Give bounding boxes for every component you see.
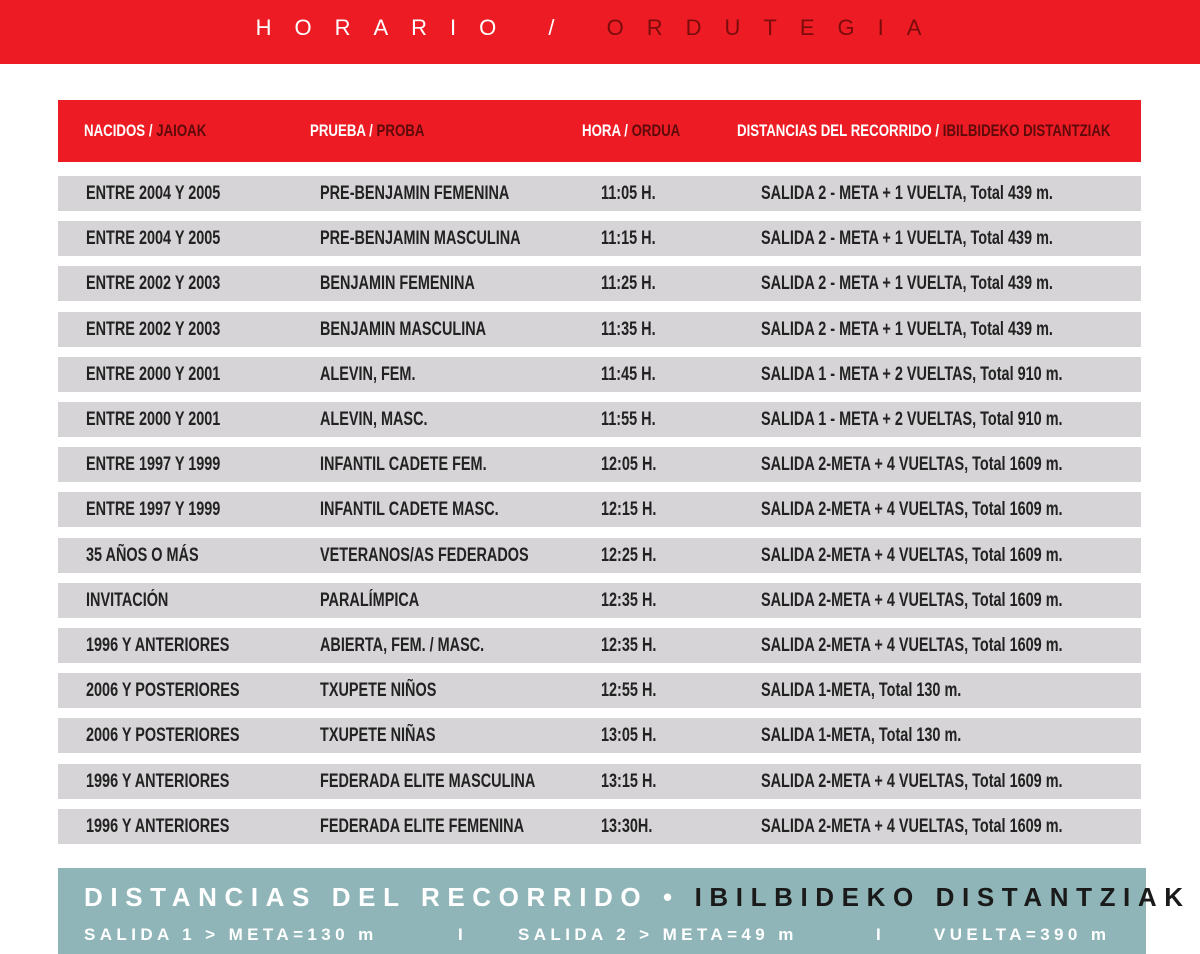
row-event: ALEVIN, MASC. — [320, 409, 428, 430]
row-born: ENTRE 2002 Y 2003 — [86, 319, 221, 340]
table-row — [58, 447, 1141, 482]
row-event: TXUPETE NIÑOS — [320, 680, 437, 701]
row-born: 1996 Y ANTERIORES — [86, 635, 230, 656]
row-event: FEDERADA ELITE MASCULINA — [320, 771, 536, 792]
row-born: ENTRE 2004 Y 2005 — [86, 183, 221, 204]
row-event: VETERANOS/AS FEDERADOS — [320, 545, 529, 566]
table-row — [58, 809, 1141, 844]
banner-title-es: HORARIO — [255, 15, 520, 40]
header-distance-eu: IBILBIDEKO DISTANTZIAK — [942, 121, 1111, 140]
row-event: PARALÍMPICA — [320, 590, 420, 611]
row-distance: SALIDA 1-META, Total 130 m. — [761, 725, 962, 746]
table-row — [58, 312, 1141, 347]
footer-lap: VUELTA=390 m — [934, 925, 1111, 944]
row-born: 2006 Y POSTERIORES — [86, 680, 240, 701]
row-distance: SALIDA 2-META + 4 VUELTAS, Total 1609 m. — [761, 545, 1063, 566]
header-time-eu: ORDUA — [631, 121, 681, 140]
table-row — [58, 583, 1141, 618]
row-born: INVITACIÓN — [86, 590, 169, 611]
header-born-eu: JAIOAK — [156, 121, 207, 140]
row-event: BENJAMIN MASCULINA — [320, 319, 487, 340]
header-sep: / — [365, 121, 377, 140]
header-sep: / — [145, 121, 157, 140]
header-event-es: PRUEBA — [310, 121, 366, 140]
table-row — [58, 266, 1141, 301]
row-time: 12:35 H. — [601, 590, 657, 611]
table-row — [58, 357, 1141, 392]
footer-title-es: DISTANCIAS DEL RECORRIDO • — [84, 882, 680, 912]
row-time: 12:55 H. — [601, 680, 657, 701]
banner-separator: / — [548, 15, 578, 40]
row-time: 13:05 H. — [601, 725, 657, 746]
row-distance: SALIDA 1-META, Total 130 m. — [761, 680, 962, 701]
row-time: 13:30H. — [601, 816, 653, 837]
row-distance: SALIDA 1 - META + 2 VUELTAS, Total 910 m. — [761, 364, 1063, 385]
header-event-eu: PROBA — [376, 121, 425, 140]
row-event: PRE-BENJAMIN MASCULINA — [320, 228, 521, 249]
table-row — [58, 673, 1141, 708]
footer-divider: I — [458, 925, 468, 944]
row-time: 13:15 H. — [601, 771, 657, 792]
row-time: 12:35 H. — [601, 635, 657, 656]
row-event: ABIERTA, FEM. / MASC. — [320, 635, 485, 656]
header-event — [310, 100, 424, 162]
table-row — [58, 718, 1141, 753]
row-distance: SALIDA 2-META + 4 VUELTAS, Total 1609 m. — [761, 816, 1063, 837]
banner-title-eu: ORDUTEGIA — [606, 15, 945, 40]
row-time: 11:45 H. — [601, 364, 656, 385]
title-banner — [0, 0, 1200, 64]
row-born: ENTRE 1997 Y 1999 — [86, 499, 221, 520]
row-distance: SALIDA 2-META + 4 VUELTAS, Total 1609 m. — [761, 499, 1063, 520]
table-row — [58, 538, 1141, 573]
row-distance: SALIDA 2 - META + 1 VUELTA, Total 439 m. — [761, 183, 1053, 204]
row-distance: SALIDA 1 - META + 2 VUELTAS, Total 910 m. — [761, 409, 1063, 430]
row-born: ENTRE 2004 Y 2005 — [86, 228, 221, 249]
header-sep: / — [931, 121, 943, 140]
row-time: 12:25 H. — [601, 545, 657, 566]
row-event: INFANTIL CADETE FEM. — [320, 454, 487, 475]
row-time: 11:35 H. — [601, 319, 656, 340]
footer-start2: SALIDA 2 > META=49 m — [518, 925, 798, 944]
row-distance: SALIDA 2 - META + 1 VUELTA, Total 439 m. — [761, 273, 1053, 294]
distances-footer — [58, 868, 1191, 954]
header-time-es: HORA — [582, 121, 621, 140]
header-sep: / — [620, 121, 632, 140]
table-row — [58, 628, 1141, 663]
header-distance-es: DISTANCIAS DEL RECORRIDO — [737, 121, 932, 140]
row-distance: SALIDA 2-META + 4 VUELTAS, Total 1609 m. — [761, 635, 1063, 656]
table-row — [58, 402, 1141, 437]
table-row — [58, 764, 1141, 799]
table-header — [58, 100, 1141, 162]
header-born — [84, 100, 206, 162]
row-born: 1996 Y ANTERIORES — [86, 816, 230, 837]
row-time: 12:05 H. — [601, 454, 657, 475]
row-born: ENTRE 2000 Y 2001 — [86, 409, 221, 430]
footer-title-eu: IBILBIDEKO DISTANTZIAK — [694, 882, 1191, 912]
footer-divider: I — [876, 925, 886, 944]
table-row — [58, 176, 1141, 211]
row-distance: SALIDA 2-META + 4 VUELTAS, Total 1609 m. — [761, 590, 1063, 611]
row-event: INFANTIL CADETE MASC. — [320, 499, 499, 520]
header-time — [582, 100, 680, 162]
row-distance: SALIDA 2-META + 4 VUELTAS, Total 1609 m. — [761, 454, 1063, 475]
row-distance: SALIDA 2 - META + 1 VUELTA, Total 439 m. — [761, 319, 1053, 340]
row-time: 11:25 H. — [601, 273, 656, 294]
row-born: ENTRE 1997 Y 1999 — [86, 454, 221, 475]
row-born: 1996 Y ANTERIORES — [86, 771, 230, 792]
row-event: BENJAMIN FEMENINA — [320, 273, 475, 294]
row-born: 35 AÑOS O MÁS — [86, 545, 199, 566]
row-time: 11:05 H. — [601, 183, 656, 204]
row-event: TXUPETE NIÑAS — [320, 725, 436, 746]
row-time: 11:15 H. — [601, 228, 656, 249]
row-distance: SALIDA 2 - META + 1 VUELTA, Total 439 m. — [761, 228, 1053, 249]
row-time: 12:15 H. — [601, 499, 657, 520]
header-distance — [737, 100, 1111, 162]
table-row — [58, 492, 1141, 527]
banner-title — [0, 15, 1200, 41]
row-time: 11:55 H. — [601, 409, 656, 430]
row-event: PRE-BENJAMIN FEMENINA — [320, 183, 510, 204]
row-distance: SALIDA 2-META + 4 VUELTAS, Total 1609 m. — [761, 771, 1063, 792]
row-born: ENTRE 2002 Y 2003 — [86, 273, 221, 294]
row-born: 2006 Y POSTERIORES — [86, 725, 240, 746]
footer-start1: SALIDA 1 > META=130 m — [84, 925, 378, 944]
footer-title — [84, 882, 1191, 912]
row-born: ENTRE 2000 Y 2001 — [86, 364, 221, 385]
header-born-es: NACIDOS — [84, 121, 146, 140]
table-row — [58, 221, 1141, 256]
row-event: FEDERADA ELITE FEMENINA — [320, 816, 525, 837]
row-event: ALEVIN, FEM. — [320, 364, 416, 385]
